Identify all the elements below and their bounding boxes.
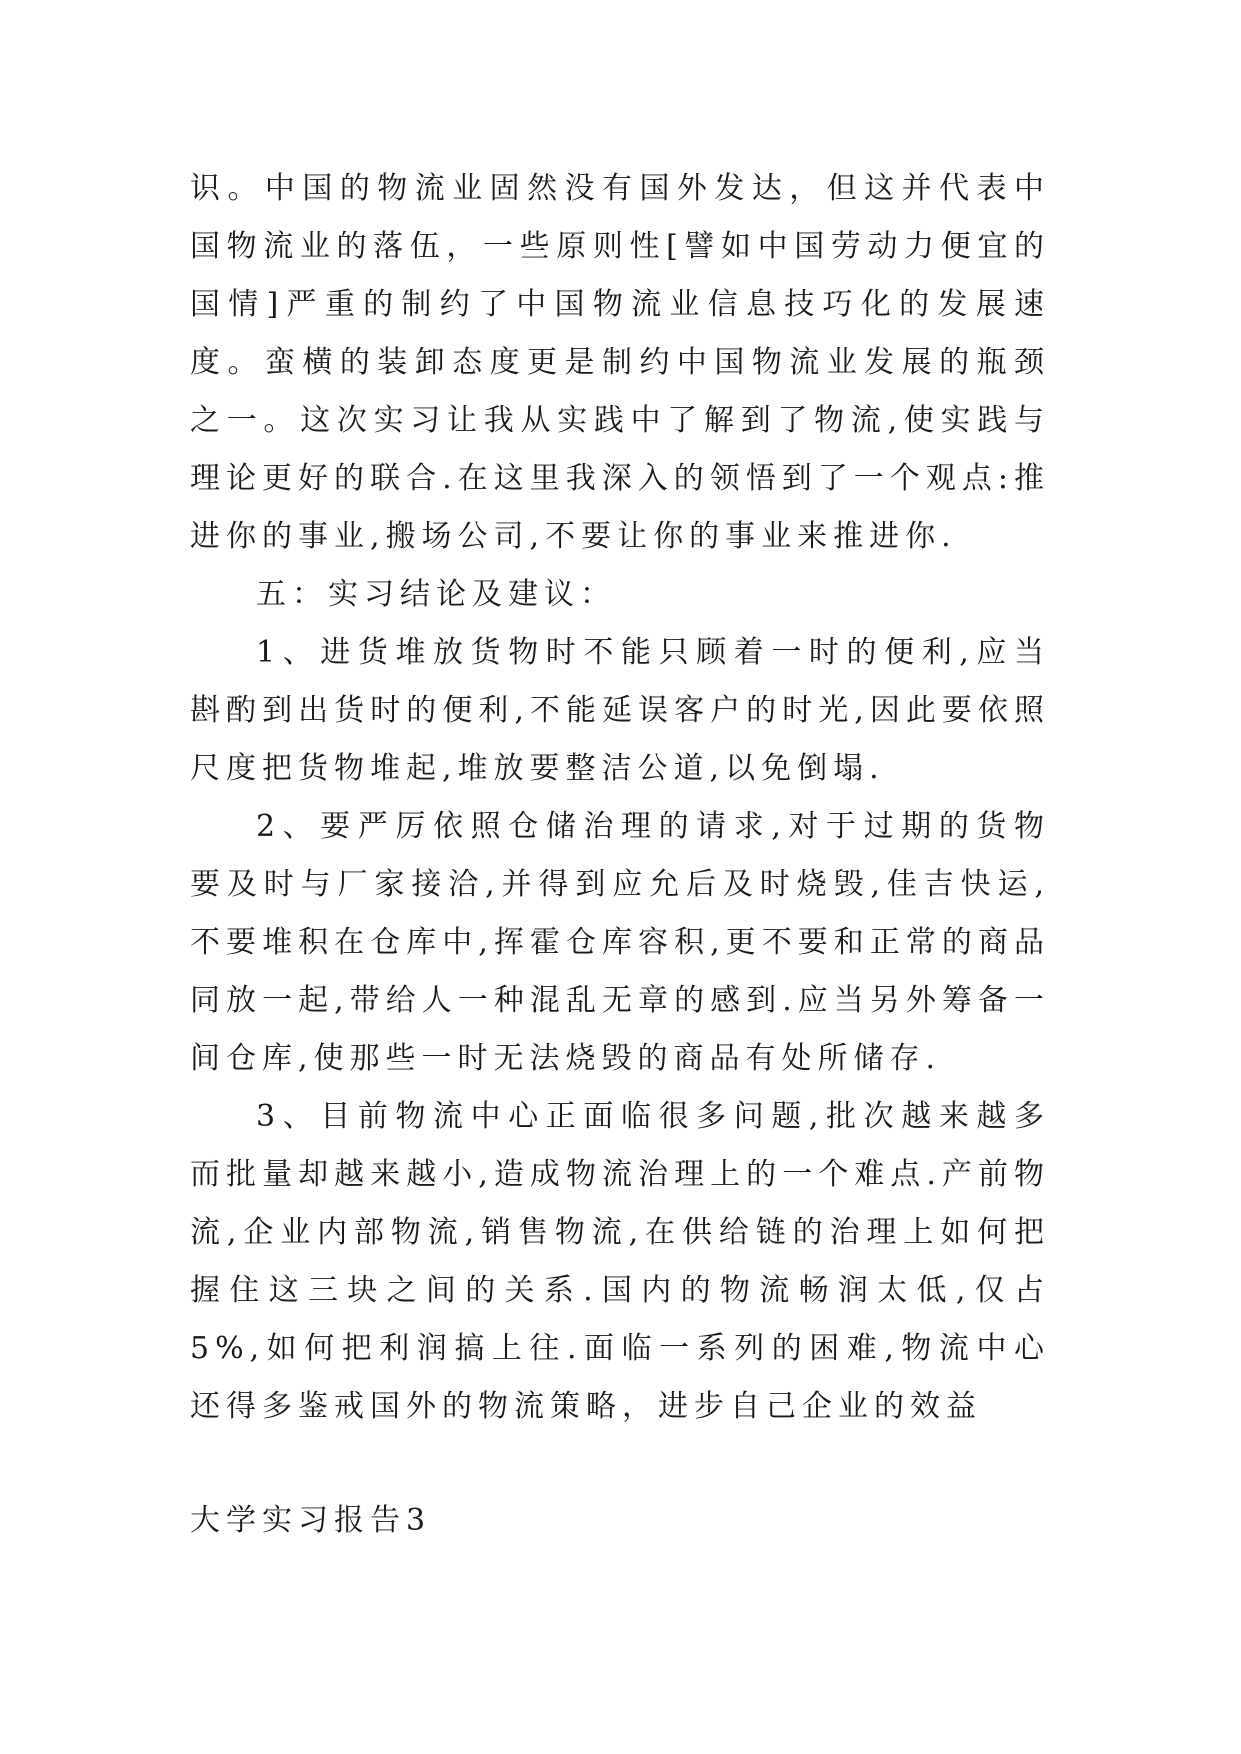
paragraph-continuation: 识。中国的物流业固然没有国外发达，但这并代表中国物流业的落伍，一些原则性[譬如中国劳动力便宜的国情]严重的制约了中国物流业信息技巧化的发展速度。蛮横的装卸态度更是制约中国物流业发展的瓶颈之一。这次实习让我从实践中了解到了物流,使实践与理论更好的联合.在这里我深入的领悟到了一个观点:推进你的事业,搬场公司,不要让你的事业来推进你. [190, 171, 1050, 554]
section-heading-conclusions: 五：实习结论及建议： [256, 577, 616, 612]
report-title: 大学实习报告3 [190, 1503, 432, 1538]
paragraph-item-3: 3、目前物流中心正面临很多问题,批次越来越多而批量却越来越小,造成物流治理上的一个难点.产前物流,企业内部物流,销售物流,在供给链的治理上如何把握住这三块之间的关系.国内的物流畅润太低,仅占5%,如何把利润搞上往.面临一系列的困难,物流中心还得多鉴戒国外的物流策略，进步自己企业的效益 [190, 1099, 1050, 1424]
paragraph-item-2: 2、要严厉依照仓储治理的请求,对于过期的货物要及时与厂家接洽,并得到应允后及时烧毁,佳吉快运,不要堆积在仓库中,挥霍仓库容积,更不要和正常的商品同放一起,带给人一种混乱无章的感到.应当另外筹备一间仓库,使那些一时无法烧毁的商品有处所储存. [190, 809, 1050, 1076]
paragraph-item-1: 1、进货堆放货物时不能只顾着一时的便利,应当斟酌到出货时的便利,不能延误客户的时光,因此要依照尺度把货物堆起,堆放要整洁公道,以免倒塌. [190, 635, 1050, 786]
document-body [190, 160, 1050, 1436]
